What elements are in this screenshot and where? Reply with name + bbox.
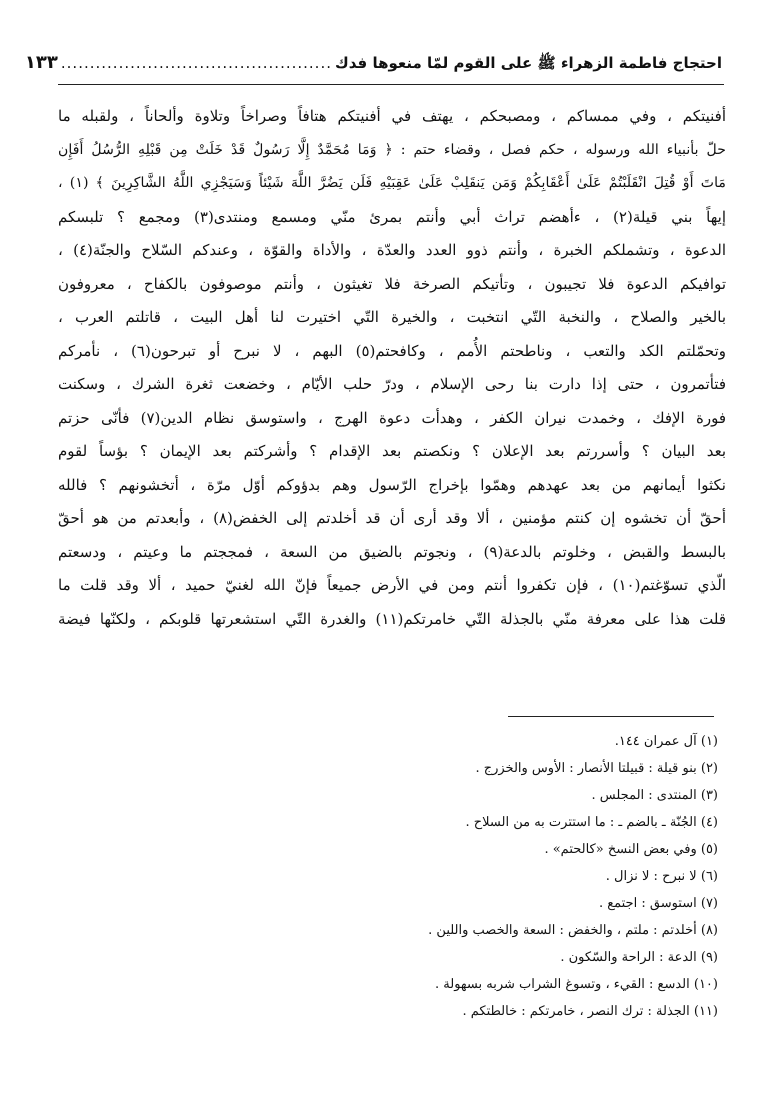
text-line: توافيكم الدعوة فلا تجيبون ، وتأتيكم الصرخة فلا تغيثون ، وأنتم موصوفون بالكفاح ، معروفون xyxy=(58,274,726,293)
text-line: نكثوا أيمانهم من بعد عهدهم وهمّوا بإخراج الرّسول وهم بدؤوكم أوّل مرّة ، أتخشونهم ؟ فالله xyxy=(58,475,726,494)
chapter-title: احتجاج فاطمة الزهراء ﷺ على القوم لمّا منعوها فدك xyxy=(335,54,722,72)
footnote: (٤) الجُنّة ـ بالضم ـ : ما استترت به من السلاح . xyxy=(465,815,718,830)
text-line: فورة الإفك ، وخمدت نيران الكفر ، وهدأت دعوة الهرج ، واستوسق نظام الدين(٧) فأنّى حزتم xyxy=(58,408,727,427)
header-leader-dots: ............................................... xyxy=(60,54,332,72)
footnote: (٧) استوسق : اجتمع . xyxy=(598,896,718,911)
footnote: (٣) المنتدى : المجلس . xyxy=(591,788,718,803)
page-number: ١٣٣ xyxy=(24,52,58,73)
text-line: أفنيتكم ، وفي ممساكم ، ومصبحكم ، يهتف في أفنيتكم هتافاً وصراخاً وتلاوة وألحاناً ، ولقبله ما xyxy=(58,107,726,125)
footnotes xyxy=(200,728,718,1025)
text-line: فتأتمرون ، حتى إذا دارت بنا رحى الإسلام ، ودرّ حلب الأيّام ، وخضعت ثغرة الشرك ، وسكنت xyxy=(58,375,726,393)
text-line: قلت هذا على معرفة منّي بالجذلة التّي خامرتكم(١١) والغدرة التّي استشعرتها قلوبكم ، ولكنّها فيضة xyxy=(58,609,726,628)
text-line: إيهاً بني قيلة(٢) ، ءأهضم تراث أبي وأنتم بمرئ منّي ومسمع ومنتدى(٣) ومجمع ؟ تلبسكم xyxy=(58,207,726,226)
text-line: أحقّ أن تخشوه إن كنتم مؤمنين ، ألا وقد أرى أن قد أخلدتم إلى الخفض(٨) ، وأبعدتم من هو أحقّ xyxy=(58,509,726,527)
footnote: (٥) وفي بعض النسخ «كالحتم» . xyxy=(544,842,718,857)
footnote: (١١) الجذلة : ترك النصر ، خامرتكم : خالطتكم . xyxy=(462,1004,718,1019)
text-line: الدعوة ، وتشملكم الخبرة ، وأنتم ذوو العدد والعدّة ، والأداة والقوّة ، وعندكم السّلاح والجنّة(٤) ، xyxy=(58,241,726,259)
text-line: الّذي تسوّغتم(١٠) ، فإن تكفروا أنتم ومن في الأرض جميعاً فإنّ الله لغنيّ حميد ، ألا وقد قلت ما xyxy=(58,576,726,594)
footnote: (١٠) الدسع : القيء ، وتسوغ الشراب شربه بسهولة . xyxy=(435,977,718,992)
footnote: (٨) أخلدتم : ملتم ، والخفض : السعة والخصب واللين . xyxy=(428,923,718,938)
footnote-separator xyxy=(508,716,714,717)
running-header xyxy=(24,46,722,80)
footnote: (٦) لا نبرح : لا نزال . xyxy=(605,869,718,884)
footnote: (٢) بنو قيلة : قبيلتا الأنصار : الأوس والخزرج . xyxy=(475,761,718,776)
text-line: بالبسط والقبض ، وخلوتم بالدعة(٩) ، ونجوتم بالضيق من السعة ، فمججتم ما وعيتم ، ودسعتم xyxy=(58,542,726,561)
footnote: (٩) الدعة : الراحة والسّكون . xyxy=(560,950,718,965)
text-line: بعد البيان ؟ وأسررتم بعد الإعلان ؟ ونكصتم بعد الإقدام ؟ وأشركتم بعد الإيمان ؟ بؤساً لقوم xyxy=(58,442,726,460)
text-line: حلّ بأنبياء الله ورسوله ، حكم فصل ، وقضاء حتم : ﴿ وَمَا مُحَمَّدٌ إِلَّا رَسُولٌ قَدْ خَلَتْ مِن قَبْلِهِ الرُّسُلُ أَفَإِن xyxy=(58,141,726,158)
text-line: وتحمّلتم الكد والتعب ، وناطحتم الأُمم ، وكافحتم(٥) البهم ، لا نبرح أو تبرحون(٦) ، نأمركم xyxy=(58,341,726,360)
main-text xyxy=(58,100,726,636)
text-line: مَاتَ أَوْ قُتِلَ انْقَلَبْتُمْ عَلَىٰ أَعْقَابِكُمْ وَمَن يَنقَلِبْ عَلَىٰ عَقِبَيْهِ فَلَن يَضُرَّ اللَّهَ شَيْئاً وَسَيَجْزِي اللَّهُ الشَّاكِرِينَ ﴾ (١) ، xyxy=(58,175,726,191)
text-line: بالخير والصلاح ، والنخبة التّي انتخبت ، والخيرة التّي اختيرت لنا أهل البيت ، قاتلتم العرب ، xyxy=(58,308,726,326)
header-divider xyxy=(58,84,724,85)
footnote: (١) آل عمران ١٤٤. xyxy=(614,734,718,749)
